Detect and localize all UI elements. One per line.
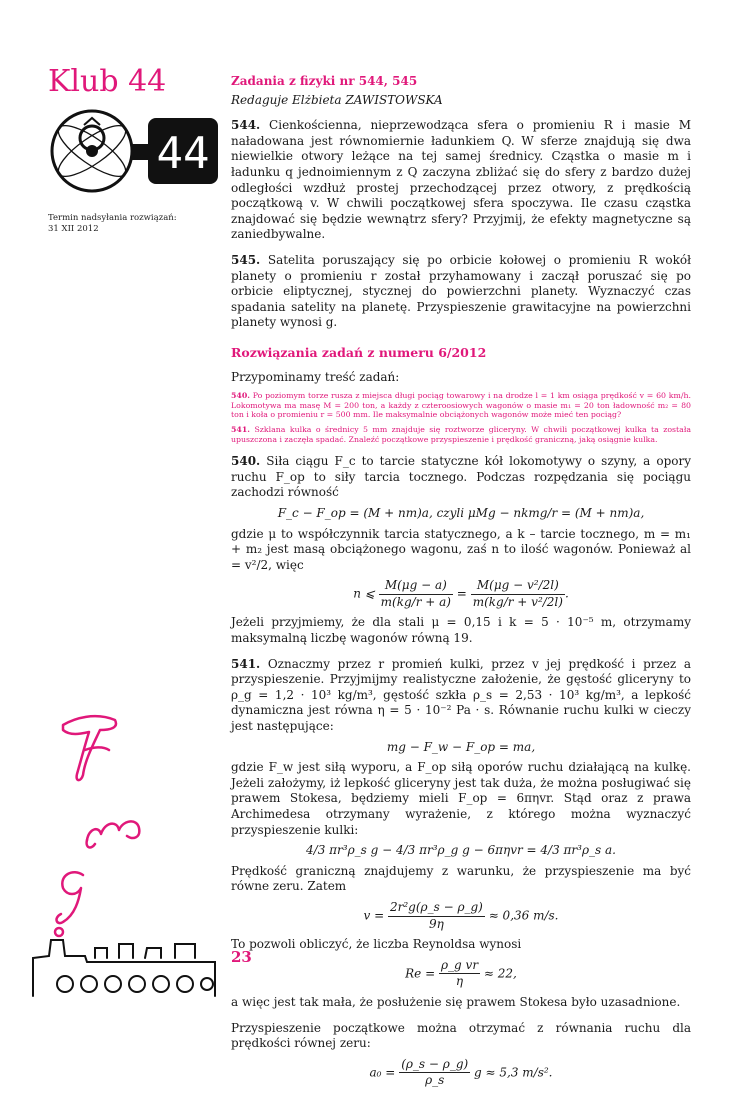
denominator: m(kg/r + a) — [380, 594, 451, 609]
problem-number: 545. — [231, 252, 261, 267]
eq-lhs: Re = — [405, 966, 436, 981]
problem-text: Satelita poruszający się po orbicie kołowej o promieniu R wokół planety o promieniu r został przyhamowany i zaczął poruszać się po orbicie eliptycznej, stycznej do powierzchni planety. Wyznaczyć czas spadania satelity na planetę. Przyspieszenie grawitacyjne na powierzchni planety wynosi g. — [231, 252, 691, 330]
logo-number: 44 — [156, 128, 210, 179]
solution-text: Oznaczmy przez r promień kulki, przez v jej prędkość i przez a przyspieszenie. Przyjmijmy realistyczne założenie, że gęstość gliceryny to ρ_g = 1,2 · 10³ kg/m³, gęstość szkła ρ_s = 2,53 · 10³ kg/m³, a lepkość dynamiczna jest równa η = 5 · 10⁻² Pa · s. Równanie ruchu kulki w cieczy jest następujące: — [231, 656, 691, 734]
eq-lhs: v = — [363, 908, 385, 923]
equation-reynolds — [231, 958, 691, 990]
fraction — [439, 958, 480, 990]
solution-text: gdzie μ to współczynnik tarcia statycznego, a k – tarcie tocznego, m = m₁ + m₂ jest masą obciążonego wagonu, zaś n to ilość wagonów. Ponieważ al = v²/2, więc — [231, 526, 691, 572]
fraction — [379, 578, 453, 610]
main-column — [231, 74, 691, 1094]
fraction — [388, 900, 485, 932]
numerator: (ρ_s − ρ_g) — [399, 1057, 470, 1074]
numerator: M(μg − v²/2l) — [471, 578, 565, 595]
solution-text: gdzie F_w jest siłą wyporu, a F_op siłą oporów ruchu działającą na kulkę. Jeżeli założymy, iż lepkość gliceryny jest tak duża, że można posługiwać się prawem Stokesa, będziemy mieli F_op = 6πηvr. Stąd oraz z prawa Archimedesa otrzymany wyrażenie, z którego można wyznaczyć przyspieszenie kulki: — [231, 760, 691, 837]
recap-541 — [231, 425, 691, 444]
denominator: ρ_s — [425, 1073, 445, 1088]
deadline-block — [48, 213, 177, 235]
solution-540-intro — [231, 454, 691, 501]
solutions-title: Rozwiązania zadań z numeru 6/2012 — [231, 344, 487, 360]
solution-number: 540. — [231, 454, 261, 469]
solution-number: 541. — [231, 656, 261, 671]
denominator: m(kg/r + v²/2l) — [472, 594, 563, 609]
fraction — [471, 578, 565, 610]
denominator: 9η — [429, 916, 444, 931]
club-title: Klub 44 — [48, 64, 167, 99]
solution-text: a więc jest tak mała, że posłużenie się prawem Stokesa było uzasadnione. — [231, 994, 681, 1009]
equation: mg − F_w − F_op = ma, — [386, 739, 536, 754]
physics-doodle-illustration — [15, 700, 225, 1000]
eq-rhs: g ≈ 5,3 m/s². — [474, 1065, 553, 1080]
solution-541-intro — [231, 657, 691, 735]
eq-rhs: ≈ 22, — [483, 966, 517, 981]
solution-text: Przyspieszenie początkowe można otrzymać z równania ruchu dla prędkości równej zeru: — [231, 1020, 691, 1051]
equation: 4/3 πr³ρ_s g − 4/3 πr³ρ_g g − 6πηvr = 4/3 πr³ρ_s a. — [306, 843, 616, 858]
recap-text: Po poziomym torze rusza z miejsca długi pociąg towarowy i na drodze l = 1 km osiąga prędkość v = 60 km/h. Lokomotywa ma masę M = 200 ton, a każdy z czteroosiowych wagonów o masie m₁ = 20 ton ładowność m₂ = 80 ton i koła o promieniu r = 500 mm. Ile maksymalnie obciążonych wagonów może mieć ten pociąg? — [231, 391, 691, 419]
eq-lhs: n ⩽ — [353, 586, 375, 601]
problems-title: Zadania z fizyki nr 544, 545 — [231, 74, 418, 88]
equation-initial-acceleration — [231, 1057, 691, 1089]
eq-rhs: ≈ 0,36 m/s. — [488, 908, 559, 923]
numerator: 2r²g(ρ_s − ρ_g) — [388, 900, 485, 917]
page-number: 23 — [231, 948, 252, 966]
solution-text: Jeżeli przyjmiemy, że dla stali μ = 0,15 i k = 5 · 10⁻⁵ m, otrzymamy maksymalną liczbę wagonów równą 19. — [231, 615, 691, 646]
recap-540 — [231, 391, 691, 419]
recap-text: Szklana kulka o średnicy 5 mm znajduje się roztworze gliceryny. W chwili początkowej kulka ta została upuszczona i zaczęła spadać. Znaleźć początkowe przyspieszenie i prędkość graniczną, jaką osiągnie kulka. — [231, 425, 692, 444]
recap-number: 540. — [231, 391, 250, 401]
editor-line: Redaguje Elżbieta ZAWISTOWSKA — [231, 92, 443, 107]
solution-text: Prędkość graniczną znajdujemy z warunku, że przyspieszenie ma być równe zeru. Zatem — [231, 863, 691, 894]
problem-544 — [231, 118, 691, 243]
denominator: η — [455, 974, 464, 989]
klub-44-logo — [46, 98, 222, 204]
problem-number: 544. — [231, 118, 261, 133]
problem-text: Cienkościenna, nieprzewodząca sfera o promieniu R i masie M naładowana jest równomiernie ładunkiem Q. W sferze znajdują się dwa niewielkie otwory leżące na tej samej średnicy. Cząstka o masie m i ładunku q jednoimiennym z Q zaczyna zbliżać się do sfery z bardzo dużej odległości wzdłuż prostej przechodzącej przez otwory, z prędkością początkową v. W chwili początkowej sfera spoczywa. Ile czasu cząstka znajdować się będzie wewnątrz sfery? Przyjmij, że efekty magnetyczne są zaniedbywalne. — [231, 118, 691, 242]
deadline-date: 31 XII 2012 — [48, 224, 99, 234]
numerator: M(μg − a) — [379, 578, 453, 595]
reminder-text: Przypominamy treść zadań: — [231, 369, 400, 384]
eq-lhs: a₀ = — [369, 1065, 396, 1080]
solution-text: To pozwoli obliczyć, że liczba Reynoldsa wynosi — [231, 937, 522, 952]
equation-terminal-velocity — [231, 900, 691, 932]
recap-number: 541. — [231, 425, 250, 435]
solution-text: Siła ciągu F_c to tarcie statyczne kół lokomotywy o szyny, a opory ruchu F_op to siły tarcia tocznego. Podczas rozpędzania się pociągu zachodzi równość — [231, 454, 691, 500]
eq-sign: = — [456, 586, 467, 601]
equation-wagons: n ⩽ $\frac{M(\mu g - a)}{m(kg/r + a)}$ = $\frac{\text{M(μg − v²/2l)}}{\text{m(kg/r + v²/2l)}}$ . — [353, 578, 569, 609]
deadline-label: Termin nadsyłania rozwiązań: — [48, 213, 177, 223]
problem-545 — [231, 253, 691, 331]
equation: F_c − F_op = (M + nm)a, czyli μMg − nkmg/r = (M + nm)a, — [277, 505, 645, 520]
fraction — [399, 1057, 470, 1089]
numerator: ρ_g vr — [439, 958, 480, 975]
